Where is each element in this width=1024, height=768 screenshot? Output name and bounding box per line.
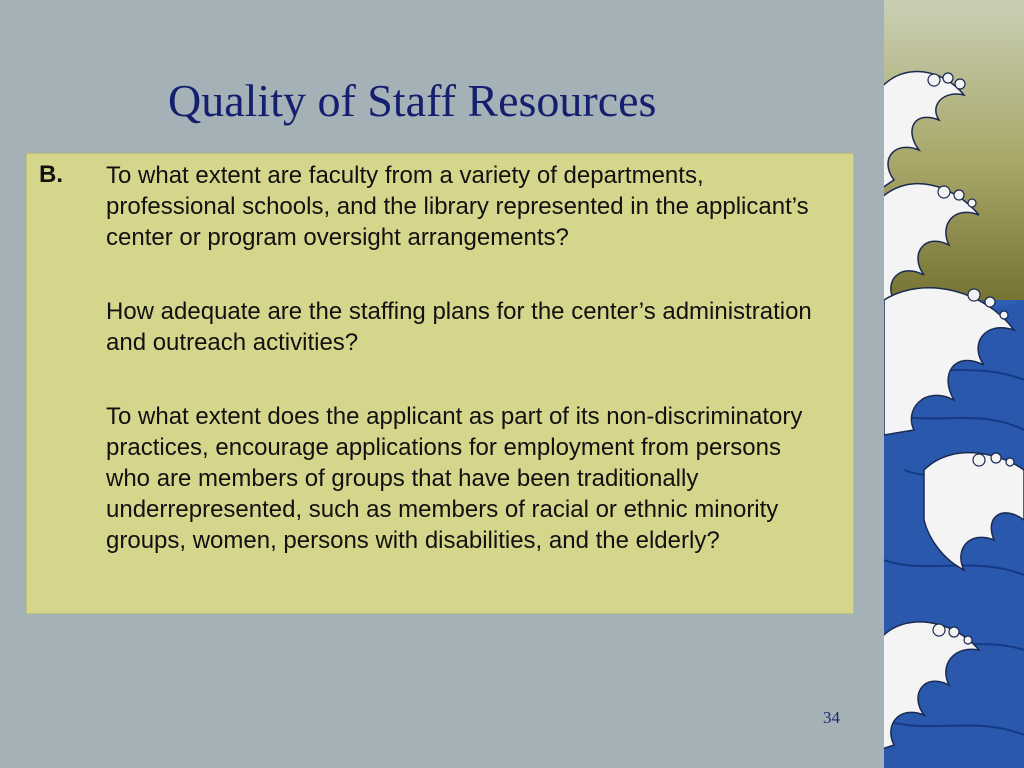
paragraph-staffing-plans: How adequate are the staffing plans for the center’s administration and outreach activities? [106, 298, 812, 356]
content-box [26, 153, 854, 614]
page-number: 34 [823, 708, 840, 727]
bullet-label: B. [39, 161, 63, 188]
ocean-wave-icon [884, 0, 1024, 768]
slide-title: Quality of Staff Resources [168, 75, 657, 126]
paragraph-faculty-representation: To what extent are faculty from a variety of departments, professional schools, and the library represented in the applicant’s center or program oversight arrangements? [106, 162, 809, 251]
paragraph-nondiscrimination: To what extent does the applicant as part of its non-discriminatory practices, encourage applications for employment from persons who are members of groups that have been traditionally underrepresented, such as members of racial or ethnic minority groups, women, persons with disabilities, and the elderly? [106, 403, 803, 554]
